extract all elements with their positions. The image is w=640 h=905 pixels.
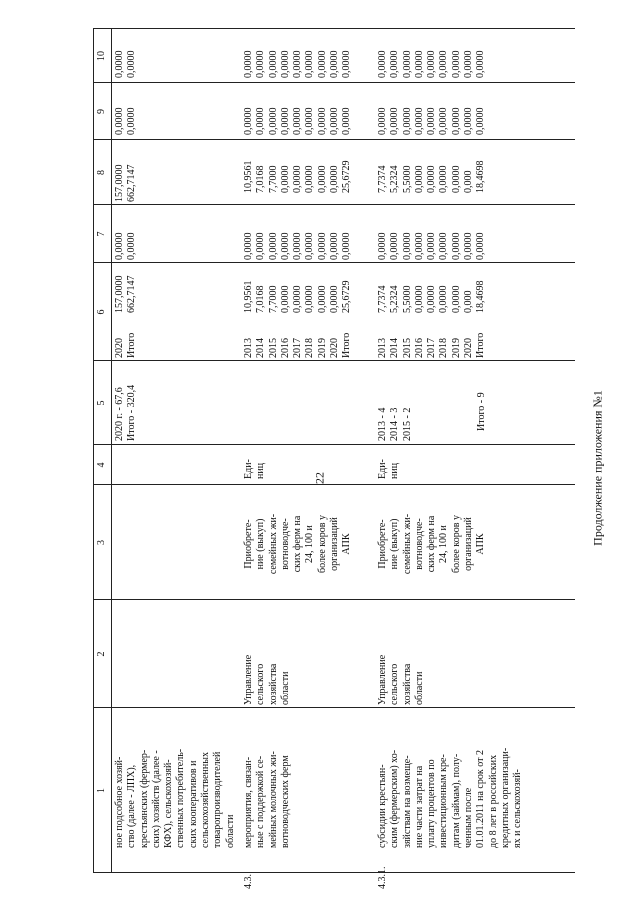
column-number: 8 bbox=[96, 170, 107, 175]
column-divider bbox=[93, 360, 575, 361]
column-divider bbox=[93, 599, 575, 600]
row-top-col5: 2020 г. - 67,6 Итого - 320,4 bbox=[114, 384, 138, 441]
row-431-indicator: Приобрете- ние (выкуп) семейных жи- вотноводче- ских ферм на 24, 100 и более коров у организаций АПК bbox=[377, 513, 487, 575]
row-43-col9: 0,0000 0,0000 0,0000 0,0000 0,0000 0,0000 0,0000 0,0000 0,0000 bbox=[243, 107, 353, 135]
column-divider bbox=[93, 484, 575, 485]
column-number: 9 bbox=[96, 109, 107, 114]
table-border bbox=[93, 28, 575, 29]
column-divider bbox=[93, 707, 575, 708]
column-divider bbox=[93, 82, 575, 83]
row-431-col5-values: 2013 - 4 2014 - 3 2015 - 2 bbox=[377, 407, 413, 441]
row-431-col6: 7,7374 5,2324 5,5000 0,0000 0,0000 0,0000 0,0000 0,000 18,4698 bbox=[377, 280, 487, 313]
column-number: 10 bbox=[96, 51, 107, 61]
row-top-col10: 0,0000 0,0000 bbox=[114, 50, 138, 78]
row-43-years: 2013 2014 2015 2016 2017 2018 2019 2020 Итого bbox=[243, 332, 353, 358]
row-431-col10: 0,0000 0,0000 0,0000 0,0000 0,0000 0,0000 0,0000 0,0000 0,0000 bbox=[377, 50, 487, 78]
column-divider bbox=[93, 262, 575, 263]
continuation-label: Продолжение приложения №1 bbox=[590, 390, 605, 546]
page-number: 22 bbox=[312, 472, 327, 484]
column-number: 7 bbox=[96, 231, 107, 237]
row-431-unit: Еди- ниц bbox=[377, 459, 401, 479]
row-top-col6: 157,0000 662,7147 bbox=[114, 275, 138, 313]
row-431-executor: Управление сельского хозяйства области bbox=[377, 654, 425, 705]
column-number: 1 bbox=[96, 788, 107, 793]
row-top-col9: 0,0000 0,0000 bbox=[114, 107, 138, 135]
row-431-description: субсидии крестьян- ским (фермерским) хо- зяйствам на возмеще- ние части затрат на уплату процентов по инвестиционным кре- дитам (займам), полу- ченным после 01.01.2011 на срок от 2 до 8 лет в российских кредитных организаци- ях и сельскохозяй- bbox=[377, 747, 524, 848]
row-431-col7: 0,0000 0,0000 0,0000 0,0000 0,0000 0,0000 0,0000 0,0000 0,0000 bbox=[377, 232, 487, 260]
row-43-description: мероприятия, связан- ные с поддержкой се- мейных молочных жи- вотноводческих ферм bbox=[243, 751, 291, 848]
column-number: 5 bbox=[96, 400, 107, 406]
row-top-col8: 157,0000 662,7147 bbox=[114, 164, 138, 202]
row-top-description: ное подсобное хозяй- ство (далее - ЛПХ), крестьянских (фермер- ских) хозяйств (далее - КФХ), сельскохозяй- ственных потребитель- ских кооперативов и сельскохозяйственных товаропроизводителей области bbox=[114, 748, 236, 848]
column-number: 2 bbox=[96, 651, 107, 657]
row-top-years: 2020 Итого bbox=[114, 332, 138, 358]
row-43-col8: 10,9561 7,0168 7,7000 0,0000 0,0000 0,0000 0,0000 0,0000 25,6729 bbox=[243, 160, 353, 193]
row-431-col5-total: Итого - 9 bbox=[476, 392, 487, 431]
table-border bbox=[93, 872, 575, 873]
row-431-col8: 7,7374 5,2324 5,5000 0,0000 0,0000 0,0000 0,0000 0,000 18,4698 bbox=[377, 160, 487, 193]
column-divider bbox=[93, 444, 575, 445]
row-431-years: 2013 2014 2015 2016 2017 2018 2019 2020 Итого bbox=[377, 332, 487, 358]
column-number: 6 bbox=[96, 309, 107, 315]
column-number: 3 bbox=[96, 540, 107, 545]
row-number: 4.3.1. bbox=[377, 866, 388, 889]
row-43-executor: Управление сельского хозяйства области bbox=[243, 654, 291, 705]
row-43-col10: 0,0000 0,0000 0,0000 0,0000 0,0000 0,0000 0,0000 0,0000 0,0000 bbox=[243, 50, 353, 78]
header-divider bbox=[111, 28, 112, 873]
column-divider bbox=[93, 204, 575, 205]
row-number: 4.3. bbox=[243, 874, 254, 889]
row-431-col9: 0,0000 0,0000 0,0000 0,0000 0,0000 0,0000 0,0000 0,0000 0,0000 bbox=[377, 107, 487, 135]
row-43-col6: 10,9561 7,0168 7,7000 0,0000 0,0000 0,0000 0,0000 0,0000 25,6729 bbox=[243, 280, 353, 313]
rotated-table bbox=[93, 28, 575, 889]
row-43-col7: 0,0000 0,0000 0,0000 0,0000 0,0000 0,0000 0,0000 0,0000 0,0000 bbox=[243, 232, 353, 260]
row-43-indicator: Приобрете- ние (выкуп) семейных жи- вотноводче- ских ферм на 24, 100 и более коров у организаций АПК bbox=[243, 513, 353, 575]
row-top-col7: 0,0000 0,0000 bbox=[114, 232, 138, 260]
row-43-unit: Еди- ниц bbox=[243, 459, 267, 479]
column-divider bbox=[93, 139, 575, 140]
column-number: 4 bbox=[96, 462, 107, 468]
